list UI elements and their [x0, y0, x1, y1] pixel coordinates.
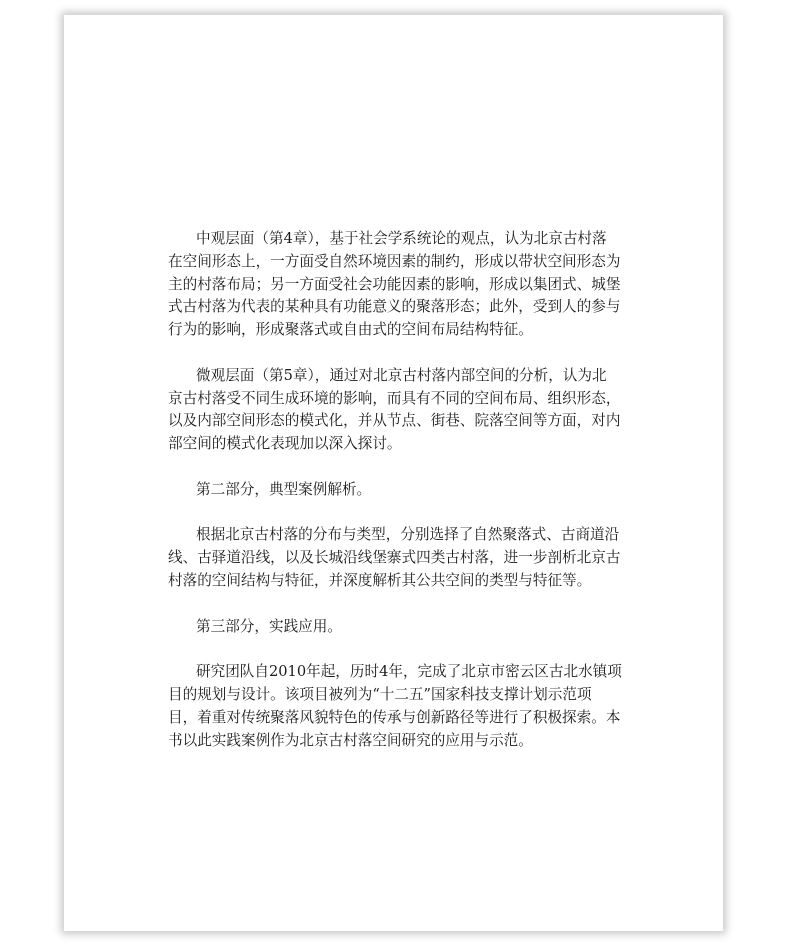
- text-line: 主的村落布局；另一方面受社会功能因素的影响，形成以集团式、城堡: [168, 275, 621, 293]
- text-line: 村落的空间结构与特征，并深度解析其公共空间的类型与特征等。: [168, 571, 592, 589]
- paragraph-part-two-body: [168, 524, 621, 592]
- text-line: 式古村落为代表的某种具有功能意义的聚落形态；此外，受到人的参与: [168, 298, 621, 316]
- text-line: 以及内部空间形态的模式化，并从节点、街巷、院落空间等方面，对内: [168, 412, 621, 430]
- text-line: 目的规划与设计。该项目被列为“十二五”国家科技支撑计划示范项: [168, 685, 592, 703]
- text-line: 目，着重对传统聚落风貌特色的传承与创新路径等进行了积极探索。本: [168, 708, 621, 726]
- document-body: [168, 228, 622, 775]
- text-line: 部空间的模式化表现加以深入探讨。: [168, 435, 402, 453]
- text-line: 行为的影响，形成聚落式或自由式的空间布局结构特征。: [168, 321, 533, 339]
- text-line: 微观层面（第5章），通过对北京古村落内部空间的分析，认为北: [196, 366, 607, 384]
- text-line: 在空间形态上，一方面受自然环境因素的制约，形成以带状空间形态为: [168, 252, 621, 270]
- paragraph-part-three-body: [168, 661, 622, 752]
- text-line: 线、古驿道沿线，以及长城沿线堡寨式四类古村落，进一步剖析北京古: [168, 549, 621, 567]
- paragraph-micro-level: [168, 365, 621, 456]
- paragraph-meso-level: [168, 228, 621, 342]
- section-heading-part-two: [168, 479, 588, 502]
- text-line: 书以此实践案例作为北京古村落空间研究的应用与示范。: [168, 731, 533, 749]
- text-line: 中观层面（第4章），基于社会学系统论的观点，认为北京古村落: [196, 230, 607, 247]
- text-line: 根据北京古村落的分布与类型，分别选择了自然聚落式、古商道沿: [196, 526, 620, 544]
- text-line: 第三部分，实践应用。: [196, 617, 342, 635]
- text-line: 京古村落受不同生成环境的影响，而具有不同的空间布局、组织形态，: [168, 389, 621, 407]
- text-line: 研究团队自2010年起，历时4年，完成了北京市密云区古北水镇项: [196, 663, 622, 681]
- section-heading-part-three: [168, 616, 588, 639]
- text-line: 第二部分，典型案例解析。: [196, 480, 372, 498]
